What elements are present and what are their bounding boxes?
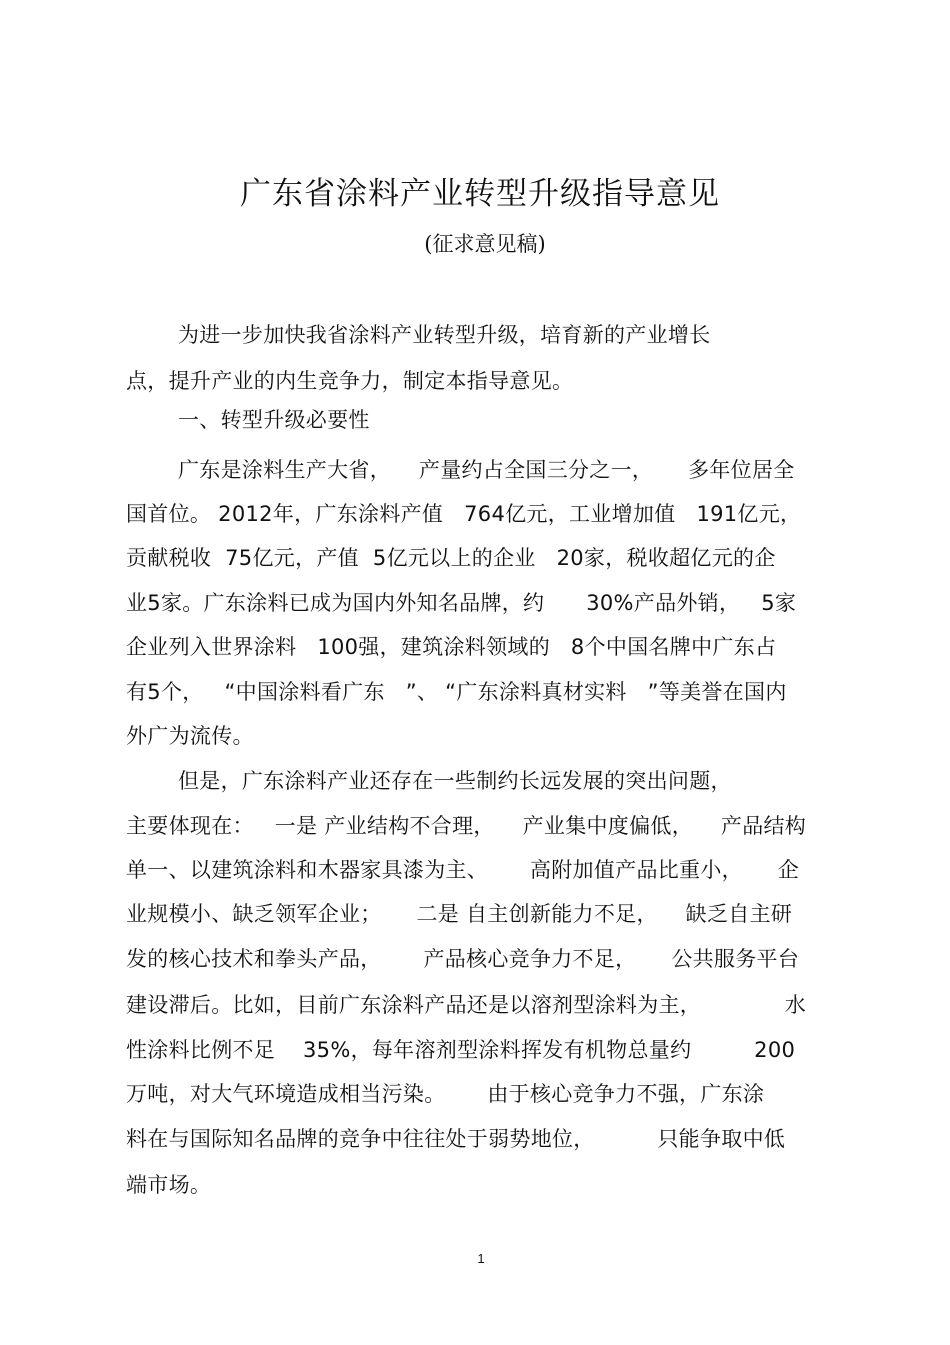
paragraph-line: 点，提升产业的内生竞争力，制定本指导意见。 bbox=[126, 369, 574, 393]
paragraph-line: 外广为流传。 bbox=[126, 724, 254, 748]
paragraph-line: 但是，广东涂料产业还存在一些制约长远发展的突出问题， bbox=[178, 769, 732, 793]
paragraph-line: 企业列入世界涂料 100强，建筑涂料领域的 8个中国名牌中广东占 bbox=[126, 635, 777, 659]
paragraph-line: 单一、以建筑涂料和木器家具漆为主、 高附加值产品比重小， 企 bbox=[126, 858, 800, 882]
paragraph-line: 为进一步加快我省涂料产业转型升级，培育新的产业增长 bbox=[178, 323, 711, 347]
paragraph-line: 万吨，对大气环境造成相当污染。 由于核心竞争力不强，广东涂 bbox=[126, 1082, 765, 1106]
paragraph-line: 主要体现在： 一是 产业结构不合理， 产业集中度偏低， 产品结构 bbox=[126, 814, 807, 838]
paragraph-line: 业5家。广东涂料已成为国内外知名品牌，约 30%产品外销， 5家 bbox=[126, 591, 797, 615]
paragraph-line: 性涂料比例不足 35%，每年溶剂型涂料挥发有机物总量约 200 bbox=[126, 1038, 796, 1062]
paragraph-line: 贡献税收 75亿元，产值 5亿元以上的企业 20家，税收超亿元的企 bbox=[126, 546, 776, 570]
paragraph-line: 料在与国际知名品牌的竞争中往往处于弱势地位， 只能争取中低 bbox=[126, 1127, 786, 1151]
paragraph-line: 发的核心技术和拳头产品， 产品核心竞争力不足， 公共服务平台 bbox=[126, 947, 800, 971]
paragraph-line: 广东是涂料生产大省， 产量约占全国三分之一， 多年位居全 bbox=[178, 458, 795, 482]
paragraph-line: 国首位。 2012年，广东涂料产值 764亿元，工业增加值 191亿元， bbox=[126, 502, 802, 526]
paragraph-line: 建设滞后。比如，目前广东涂料产品还是以溶剂型涂料为主， 水 bbox=[126, 993, 807, 1017]
section-heading: 一、转型升级必要性 bbox=[178, 408, 370, 432]
page-number: 1 bbox=[477, 1251, 485, 1266]
document-subtitle: (征求意见稿) bbox=[424, 232, 546, 256]
paragraph-line: 有5个， “中国涂料看广东 ”、 “广东涂料真材实料 ”等美誉在国内 bbox=[126, 680, 787, 704]
paragraph-line: 端市场。 bbox=[126, 1173, 212, 1197]
paragraph-line: 业规模小、缺乏领军企业； 二是 自主创新能力不足， 缺乏自主研 bbox=[126, 902, 793, 926]
document-title: 广东省涂料产业转型升级指导意见 bbox=[240, 176, 720, 212]
